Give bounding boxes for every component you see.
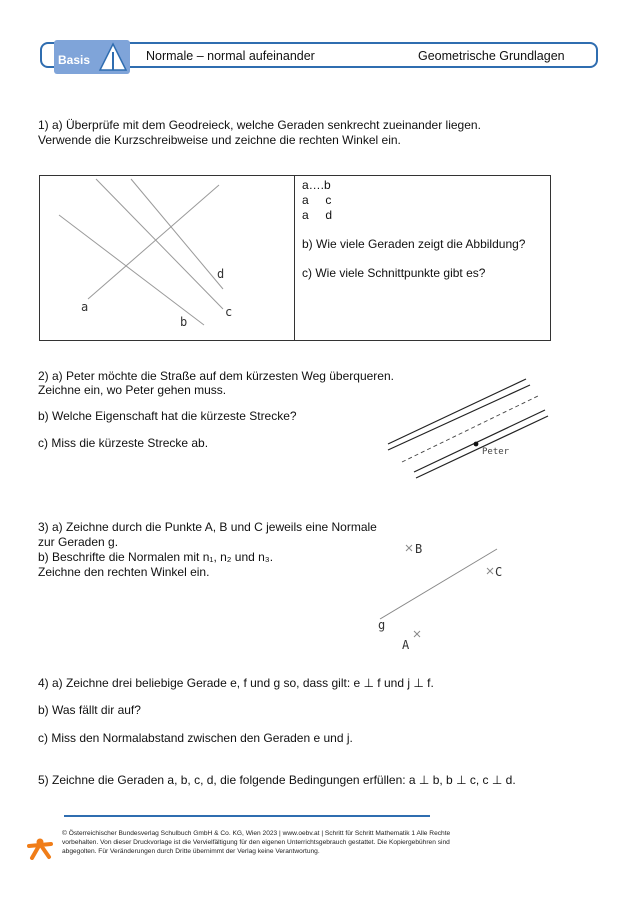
label-C: C xyxy=(495,565,503,579)
pair-ac: a c xyxy=(302,193,332,207)
cross-C-icon xyxy=(487,568,493,574)
task3-line2: zur Geraden g. xyxy=(38,535,119,549)
task3-line4: Zeichne den rechten Winkel ein. xyxy=(38,565,210,579)
footer-rule xyxy=(64,815,430,817)
page-topic: Geometrische Grundlagen xyxy=(418,49,565,63)
task4-question-c: c) Miss den Normalabstand zwischen den Geraden e und j. xyxy=(38,731,353,745)
task1-line2: Verwende die Kurzschreibweise und zeichne die rechten Winkel ein. xyxy=(38,133,401,147)
street-figure xyxy=(380,372,550,482)
label-a: a xyxy=(81,300,89,314)
task1-line1: 1) a) Überprüfe mit dem Geodreieck, welche Geraden senkrecht zueinander liegen. xyxy=(38,118,481,132)
label-A: A xyxy=(402,638,410,652)
task2-question-c: c) Miss die kürzeste Strecke ab. xyxy=(38,436,209,450)
cross-B-icon xyxy=(406,545,412,551)
label-g: g xyxy=(378,618,386,632)
peter-point-icon xyxy=(474,442,479,447)
task3-line3: b) Beschrifte die Normalen mit n₁, n₂ und n₃. xyxy=(38,550,274,564)
logo-label: Basis xyxy=(58,53,91,67)
footer-copyright: © Österreichischer Bundesverlag Schulbuch GmbH & Co. KG, Wien 2023 | www.oebv.at | Schritt für Schritt Mathematik 1 Alle Rechte vorbehalten. Von dieser Druckvorlage ist die Vervielfältigung für den eigenen Unterrichtsgebrauch gestattet. Die Kopiergebühren sind abgegolten. Für Veränderungen durch Dritte übernimmt der Verlag keine Verantwortung. xyxy=(62,830,451,855)
pair-ad: a d xyxy=(302,208,333,222)
task4-line1: 4) a) Zeichne drei beliebige Gerade e, f und g so, dass gilt: e ⊥ f und j ⊥ f. xyxy=(38,676,434,690)
task1-question-c: c) Wie viele Schnittpunkte gibt es? xyxy=(302,266,486,280)
geodreieck-logo-icon xyxy=(98,42,128,72)
label-d: d xyxy=(217,267,225,281)
task2-question-b: b) Welche Eigenschaft hat die kürzeste Strecke? xyxy=(38,409,297,423)
task2-line1: 2) a) Peter möchte die Straße auf dem kürzesten Weg überqueren. xyxy=(38,369,394,383)
label-c: c xyxy=(225,305,233,319)
task1-lines-figure xyxy=(39,175,294,341)
points-line-figure xyxy=(370,535,520,655)
line-a xyxy=(88,185,219,299)
task1-table-divider xyxy=(294,175,295,341)
task5-line1: 5) Zeichne die Geraden a, b, c, d, die folgende Bedingungen erfüllen: a ⊥ b, b ⊥ c, c ⊥ d. xyxy=(38,773,516,787)
label-B: B xyxy=(415,542,423,556)
pair-ab: a….b xyxy=(302,178,331,192)
task1-question-b: b) Wie viele Geraden zeigt die Abbildung? xyxy=(302,237,526,251)
cross-A-icon xyxy=(414,631,420,637)
peter-label: Peter xyxy=(482,447,510,457)
task2-line2: Zeichne ein, wo Peter gehen muss. xyxy=(38,383,227,397)
line-d xyxy=(131,179,223,289)
task3-line1: 3) a) Zeichne durch die Punkte A, B und C jeweils eine Normale xyxy=(38,520,377,534)
page-title: Normale – normal aufeinander xyxy=(146,49,315,63)
label-b: b xyxy=(180,315,188,329)
line-g xyxy=(380,549,497,619)
task4-question-b: b) Was fällt dir auf? xyxy=(38,703,141,717)
oebv-brand-icon xyxy=(26,832,54,860)
